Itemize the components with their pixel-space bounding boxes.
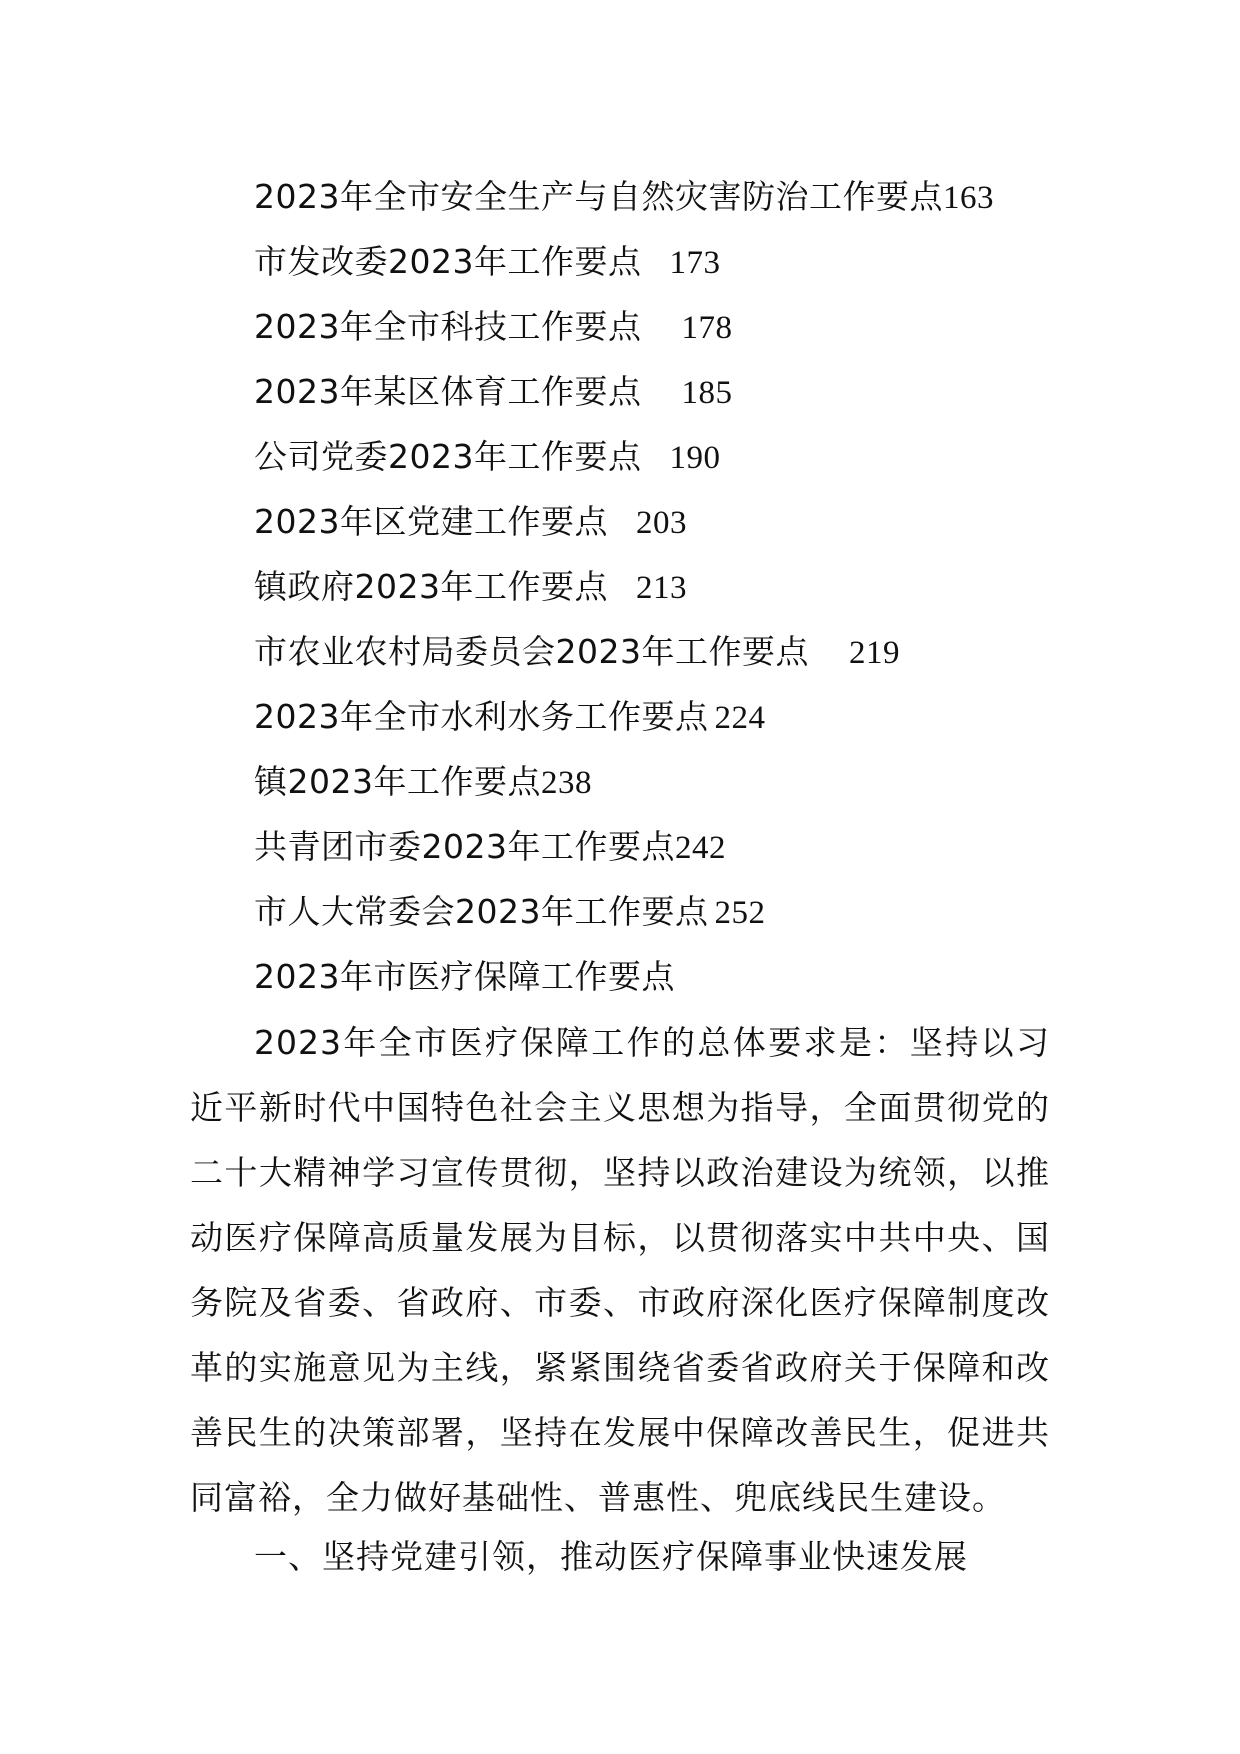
toc-entry-title: 2023年全市安全生产与自然灾害防治工作要点 [254, 177, 943, 216]
toc-entry-page: 185 [681, 375, 733, 411]
toc-entry-page: 178 [681, 310, 733, 346]
toc-entry-title: 市农业农村局委员会2023年工作要点 [254, 632, 809, 671]
toc-entry-page: 252 [714, 895, 766, 931]
body-text [190, 1010, 1050, 1530]
toc-entry-title: 2023年区党建工作要点 [254, 502, 608, 541]
toc-entry-title: 2023年市医疗保障工作要点 [254, 957, 675, 996]
toc-entry-page: 173 [669, 245, 721, 281]
table-of-contents [254, 170, 1154, 1015]
toc-entry-title: 镇2023年工作要点 [254, 762, 541, 801]
toc-entry-title: 市发改委2023年工作要点 [254, 242, 642, 281]
toc-entry[interactable] [254, 170, 1154, 235]
toc-entry[interactable] [254, 430, 1154, 495]
body-paragraph: 2023年全市医疗保障工作的总体要求是：坚持以习近平新时代中国特色社会主义思想为指导，全面贯彻党的二十大精神学习宣传贯彻，坚持以政治建设为统领，以推动医疗保障高质量发展为目标，以贯彻落实中共中央、国务院及省委、省政府、市委、市政府深化医疗保障制度改革的实施意见为主线，紧紧围绕省委省政府关于保障和改善民生的决策部署，坚持在发展中保障改善民生，促进共同富裕，全力做好基础性、普惠性、兜底线民生建设。 [190, 1023, 1050, 1517]
toc-entry[interactable] [254, 625, 1154, 690]
toc-entry-page: 213 [635, 570, 687, 606]
toc-entry-title: 市人大常委会2023年工作要点 [254, 892, 709, 931]
toc-entry[interactable] [254, 690, 1154, 755]
toc-entry[interactable] [254, 885, 1154, 950]
toc-entry[interactable] [254, 235, 1154, 300]
toc-entry-page: 163 [942, 180, 994, 216]
toc-entry[interactable] [254, 495, 1154, 560]
toc-entry-title: 公司党委2023年工作要点 [254, 437, 642, 476]
toc-entry[interactable] [254, 820, 1154, 885]
section-heading: 一、坚持党建引领，推动医疗保障事业快速发展 [254, 1537, 968, 1576]
toc-entry[interactable] [254, 950, 1154, 1015]
toc-entry-page: 238 [540, 765, 592, 801]
toc-entry-page: 190 [669, 440, 721, 476]
toc-entry[interactable] [254, 560, 1154, 625]
toc-entry-page: 219 [848, 635, 900, 671]
toc-entry-title: 2023年全市科技工作要点 [254, 307, 642, 346]
toc-entry-page: 203 [635, 505, 687, 541]
toc-entry-title: 2023年全市水利水务工作要点 [254, 697, 709, 736]
toc-entry-title: 2023年某区体育工作要点 [254, 372, 642, 411]
toc-entry-page: 242 [674, 830, 726, 866]
toc-entry-title: 共青团市委2023年工作要点 [254, 827, 675, 866]
toc-entry-page: 224 [714, 700, 766, 736]
toc-entry[interactable] [254, 365, 1154, 430]
toc-entry[interactable] [254, 300, 1154, 365]
toc-entry[interactable] [254, 755, 1154, 820]
toc-entry-title: 镇政府2023年工作要点 [254, 567, 608, 606]
